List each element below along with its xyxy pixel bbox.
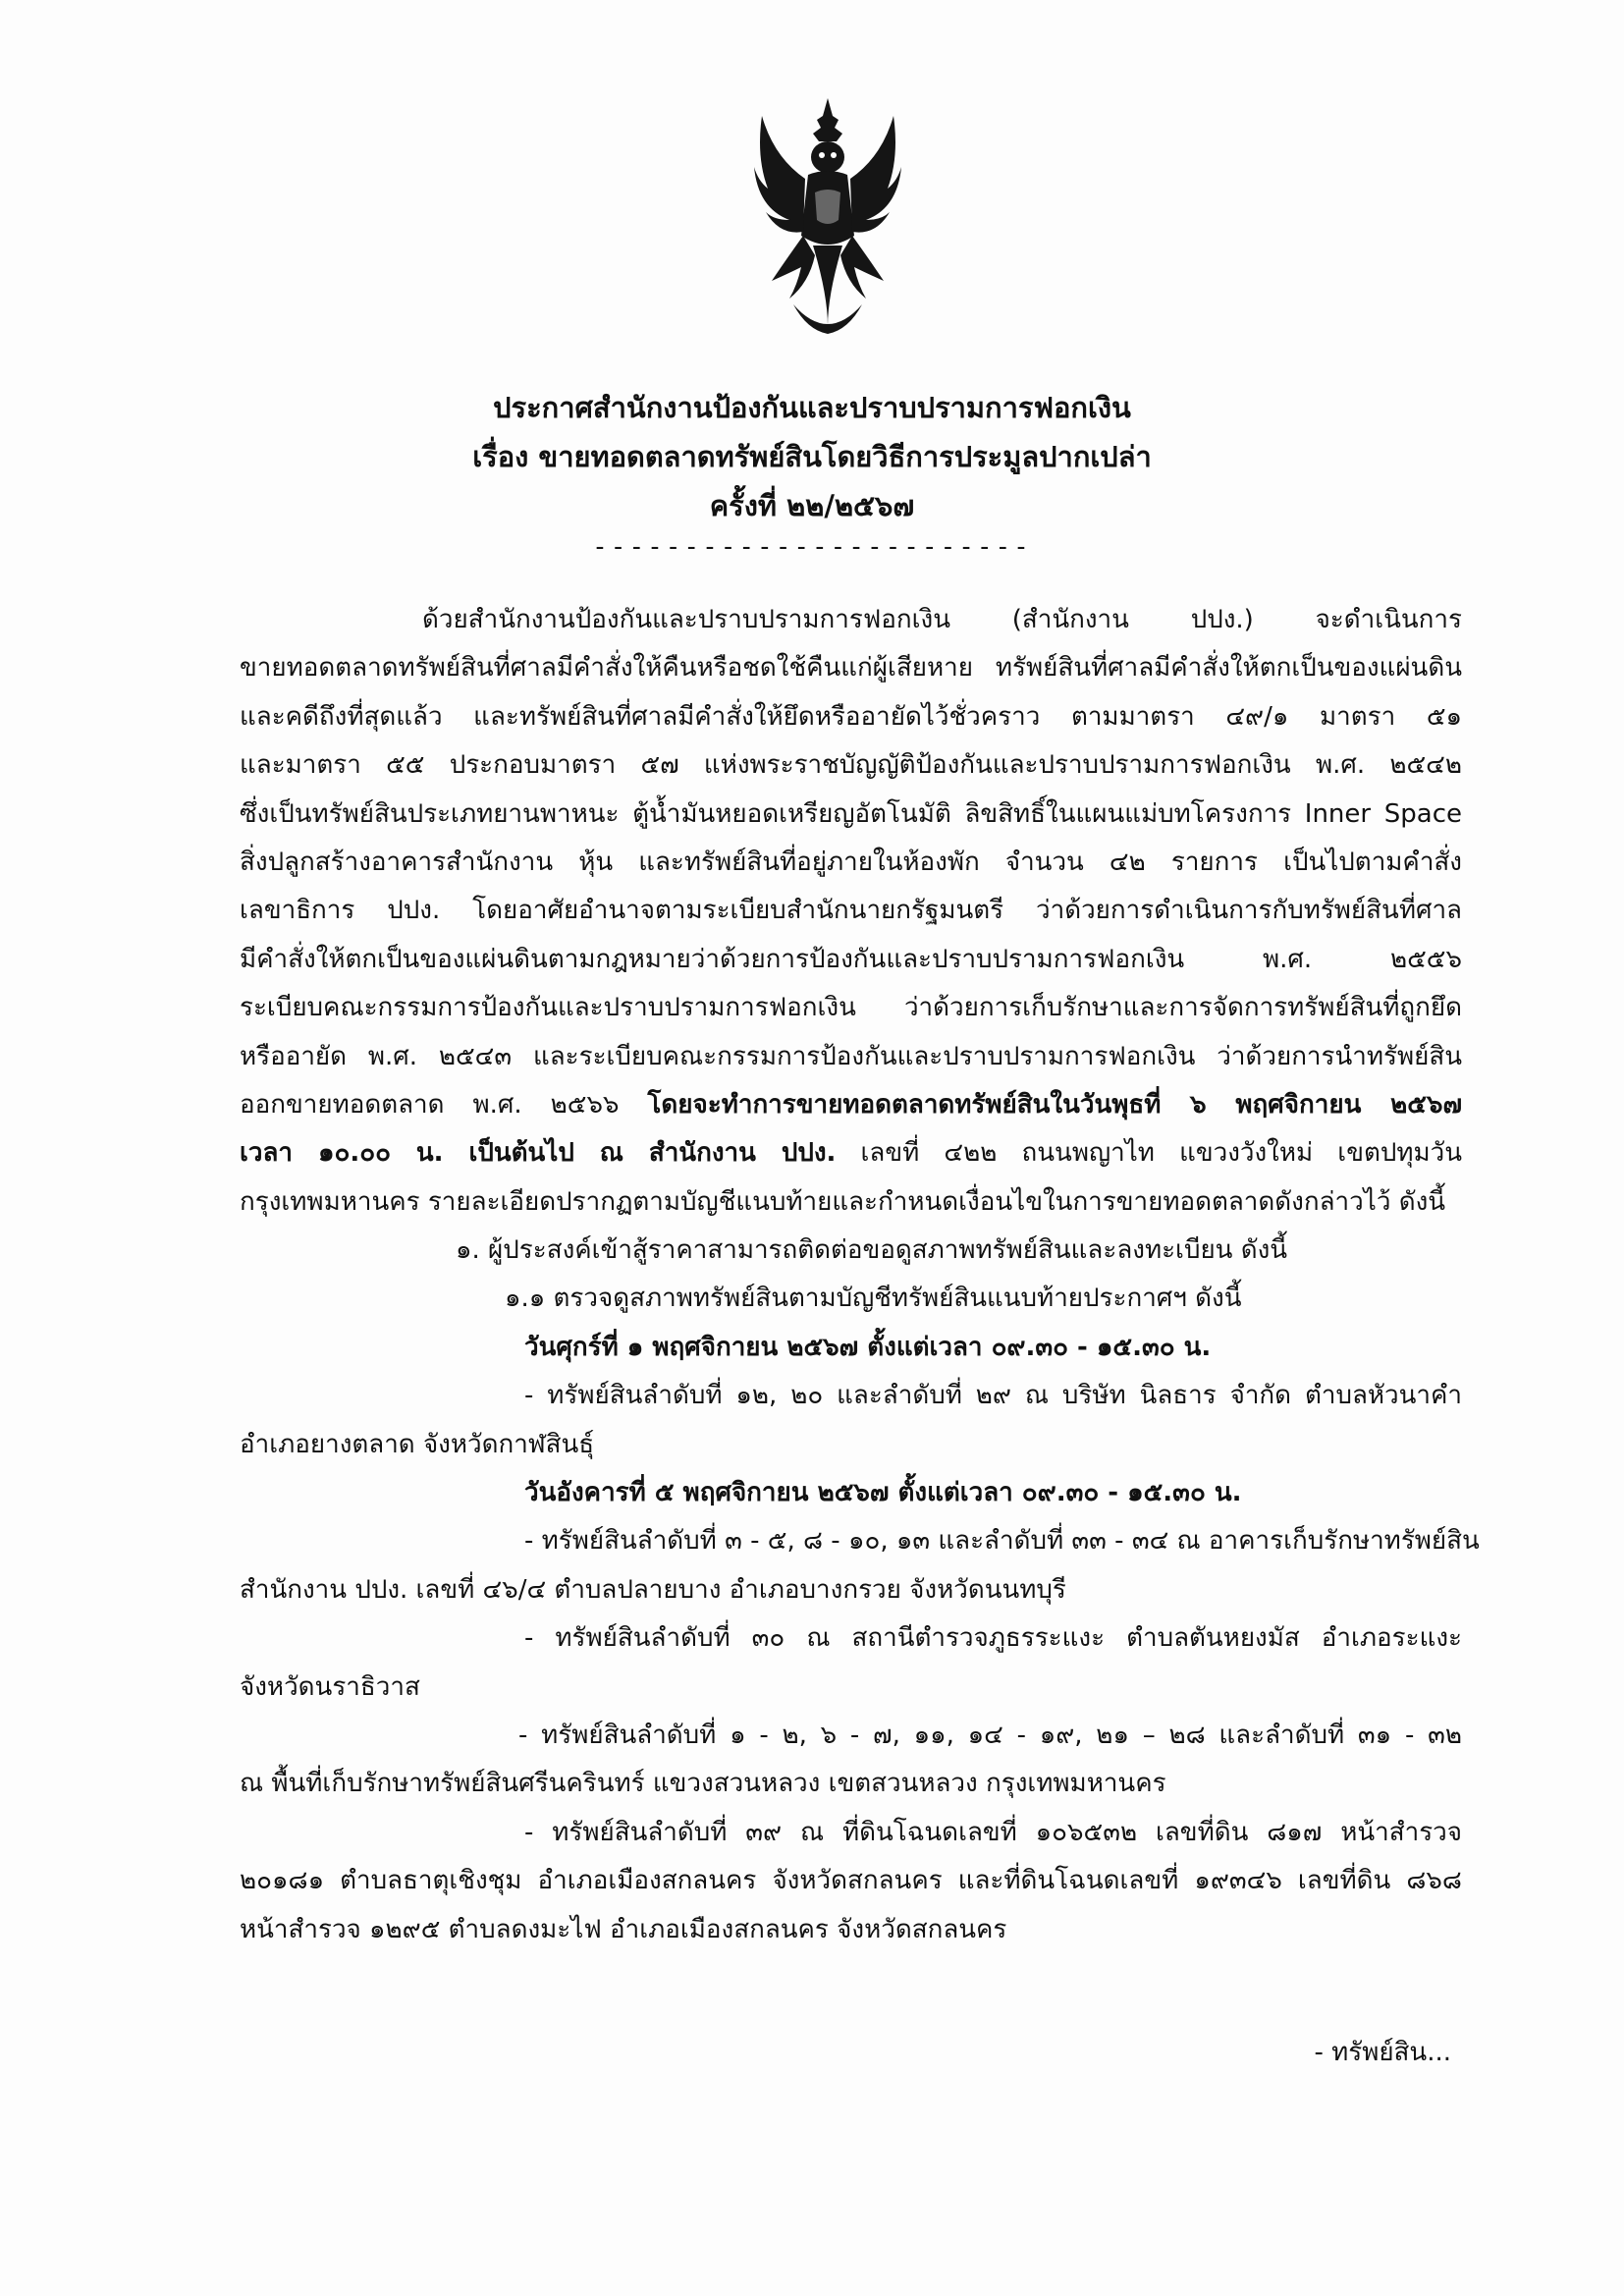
inspection-location-line: สำนักงาน ปปง. เลขที่ ๔๖/๔ ตำบลปลายบาง อำเภอบางกรวย จังหวัดนนทบุรี <box>240 1574 1066 1605</box>
intro-line: สิ่งปลูกสร้างอาคารสำนักงาน หุ้น และทรัพย์สินที่อยู่ภายในห้องพัก จำนวน ๔๒ รายการ เป็นไปตามคำสั่ง <box>240 847 1462 877</box>
inspection-date-2: วันอังคารที่ ๕ พฤศจิกายน ๒๕๖๗ ตั้งแต่เวลา ๐๙.๓๐ - ๑๕.๓๐ น. <box>524 1478 1242 1508</box>
inspection-location-line: - ทรัพย์สินลำดับที่ ๓๙ ณ ที่ดินโฉนดเลขที่ ๑๐๖๕๓๒ เลขที่ดิน ๘๑๗ หน้าสำรวจ <box>524 1817 1462 1847</box>
inspection-location-line: - ทรัพย์สินลำดับที่ ๓๐ ณ สถานีตำรวจภูธรระแงะ ตำบลตันหยงมัส อำเภอระแงะ <box>524 1623 1462 1654</box>
inspection-location-line: - ทรัพย์สินลำดับที่ ๓ - ๕, ๘ - ๑๐, ๑๓ และลำดับที่ ๓๓ - ๓๔ ณ อาคารเก็บรักษาทรัพย์สิน <box>524 1526 1480 1557</box>
intro-line: ซึ่งเป็นทรัพย์สินประเภทยานพาหนะ ตู้น้ำมันหยอดเหรียญอัตโนมัติ ลิขสิทธิ์ในแผนแม่บทโครงการ Inner Space <box>240 798 1462 829</box>
announcement-subject: เรื่อง ขายทอดตลาดทรัพย์สินโดยวิธีการประมูลปากเปล่า <box>472 440 1152 473</box>
inspection-location-line: จังหวัดนราธิวาส <box>240 1671 420 1702</box>
intro-line: กรุงเทพมหานคร รายละเอียดปรากฏตามบัญชีแนบท้ายและกำหนดเงื่อนไขในการขายทอดตลาดดังกล่าวไว้ ดังนี้ <box>240 1186 1446 1217</box>
intro-line: ขายทอดตลาดทรัพย์สินที่ศาลมีคำสั่งให้คืนหรือชดใช้คืนแก่ผู้เสียหาย ทรัพย์สินที่ศาลมีคำสั่งให้ตกเป็นของแผ่นดิน <box>240 653 1462 683</box>
intro-line <box>240 1081 1462 1129</box>
inspection-location-line: อำเภอยางตลาด จังหวัดกาฬสินธุ์ <box>240 1429 595 1459</box>
inspection-location-line: - ทรัพย์สินลำดับที่ ๑๒, ๒๐ และลำดับที่ ๒๙ ณ บริษัท นิลธาร จำกัด ตำบลหัวนาคำ <box>524 1381 1462 1411</box>
condition-item-1: ๑. ผู้ประสงค์เข้าสู้ราคาสามารถติดต่อขอดูสภาพทรัพย์สินและลงทะเบียน ดังนี้ <box>456 1235 1288 1266</box>
inspection-date-1: วันศุกร์ที่ ๑ พฤศจิกายน ๒๕๖๗ ตั้งแต่เวลา ๐๙.๓๐ - ๑๕.๓๐ น. <box>524 1332 1212 1362</box>
condition-item-1-1: ๑.๑ ตรวจดูสภาพทรัพย์สินตามบัญชีทรัพย์สินแนบท้ายประกาศฯ ดังนี้ <box>505 1284 1242 1314</box>
inspection-location-line: หน้าสำรวจ ๑๒๙๕ ตำบลดงมะไฟ อำเภอเมืองสกลนคร จังหวัดสกลนคร <box>240 1914 1007 1944</box>
intro-line: มีคำสั่งให้ตกเป็นของแผ่นดินตามกฎหมายว่าด้วยการป้องกันและปราบปรามการฟอกเงิน พ.ศ. ๒๕๕๖ <box>240 944 1462 974</box>
garuda-emblem-icon <box>754 98 901 344</box>
inspection-location-line: ณ พื้นที่เก็บรักษาทรัพย์สินศรีนครินทร์ แขวงสวนหลวง เขตสวนหลวง กรุงเทพมหานคร <box>240 1769 1166 1799</box>
intro-line: ระเบียบคณะกรรมการป้องกันและปราบปรามการฟอกเงิน ว่าด้วยการเก็บรักษาและการจัดการทรัพย์สินที่ถูกยึด <box>240 993 1462 1023</box>
header-divider: ------------------------ <box>592 532 1032 562</box>
auction-date-text: โดยจะทำการขายทอดตลาดทรัพย์สินในวันพุธที่ ๖ พฤศจิกายน ๒๕๖๗ <box>647 1089 1463 1120</box>
intro-line <box>240 1129 1462 1177</box>
intro-text: เลขที่ ๔๒๒ ถนนพญาไท แขวงวังใหม่ เขตปทุมวัน <box>836 1138 1463 1169</box>
page-continuation: - ทรัพย์สิน... <box>1314 2038 1451 2067</box>
intro-line: และมาตรา ๕๕ ประกอบมาตรา ๕๗ แห่งพระราชบัญญัติป้องกันและปราบปรามการฟอกเงิน พ.ศ. ๒๕๔๒ <box>240 750 1462 781</box>
announcement-header <box>0 383 1624 560</box>
inspection-location-line: ๒๐๑๘๑ ตำบลธาตุเชิงชุม อำเภอเมืองสกลนคร จังหวัดสกลนคร และที่ดินโฉนดเลขที่ ๑๙๓๔๖ เลขที่ดิน ๘๖๘ <box>240 1866 1462 1896</box>
intro-text: ออกขายทอดตลาด พ.ศ. ๒๕๖๖ <box>240 1089 648 1120</box>
intro-line: และคดีถึงที่สุดแล้ว และทรัพย์สินที่ศาลมีคำสั่งให้ยึดหรืออายัดไว้ชั่วคราว ตามมาตรา ๔๙/๑ มาตรา ๕๑ <box>240 701 1462 732</box>
announcement-number: ครั้งที่ ๒๒/๒๕๖๗ <box>709 489 915 522</box>
intro-line: หรืออายัด พ.ศ. ๒๕๔๓ และระเบียบคณะกรรมการป้องกันและปราบปรามการฟอกเงิน ว่าด้วยการนำทรัพย์สิน <box>240 1041 1462 1071</box>
intro-line: ด้วยสำนักงานป้องกันและปราบปรามการฟอกเงิน (สำนักงาน ปปง.) จะดำเนินการ <box>422 605 1462 634</box>
announcement-title: ประกาศสำนักงานป้องกันและปราบปรามการฟอกเงิน <box>493 391 1131 424</box>
intro-line: เลขาธิการ ปปง. โดยอาศัยอำนาจตามระเบียบสำนักนายกรัฐมนตรี ว่าด้วยการดำเนินการกับทรัพย์สินที่ศาล <box>240 896 1462 926</box>
announcement-body <box>240 596 1480 1954</box>
inspection-location-line: - ทรัพย์สินลำดับที่ ๑ - ๒, ๖ - ๗, ๑๑, ๑๔ - ๑๙, ๒๑ – ๒๘ และลำดับที่ ๓๑ - ๓๒ <box>518 1720 1462 1750</box>
auction-time-place-text: เวลา ๑๐.๐๐ น. เป็นต้นไป ณ สำนักงาน ปปง. <box>240 1138 837 1169</box>
